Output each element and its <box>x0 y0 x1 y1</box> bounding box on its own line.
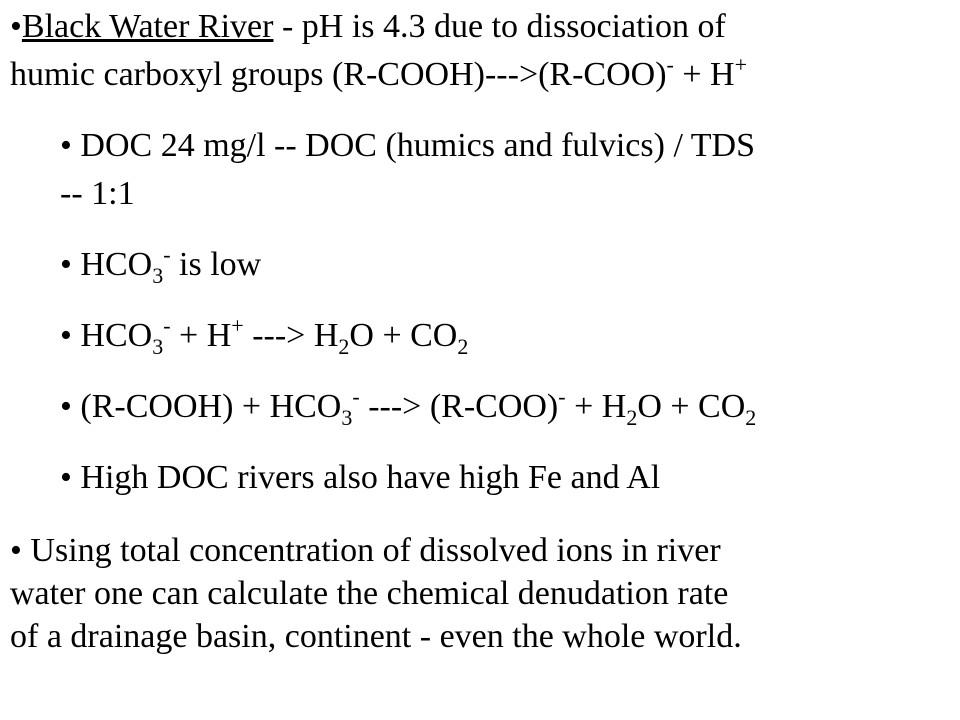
bullet: • <box>60 388 72 425</box>
bullet: • <box>10 8 22 45</box>
proton-superscript: + <box>734 52 748 77</box>
reaction-text: ---> (R-COO) <box>359 388 559 425</box>
subscript: 3 <box>152 334 164 359</box>
is-low-text: is low <box>170 246 262 283</box>
bullet: • <box>60 459 72 496</box>
reaction-text: ---> H <box>243 317 339 354</box>
doc-line-1 <box>60 127 755 165</box>
denudation-text-3: of a drainage basin, continent - even the whole world. <box>10 618 742 655</box>
hco3-text: HCO <box>80 246 153 283</box>
subscript: 3 <box>152 263 164 288</box>
reaction-2-line <box>60 384 757 430</box>
black-water-river-line-1 <box>10 8 726 46</box>
denudation-line-1 <box>10 532 721 570</box>
denudation-text-1: Using total concentration of dissolved ions in river <box>30 532 721 569</box>
doc-line-2 <box>60 175 135 213</box>
doc-text-2: -- 1:1 <box>60 175 135 212</box>
doc-text-1: DOC 24 mg/l -- DOC (humics and fulvics) / TDS <box>80 127 756 164</box>
charge-superscript: - <box>666 52 674 77</box>
denudation-line-3 <box>10 618 742 656</box>
subscript: 2 <box>338 334 350 359</box>
reaction-text: O + CO <box>637 388 746 425</box>
subscript: 3 <box>341 405 353 430</box>
subscript: 2 <box>457 334 469 359</box>
superscript: + <box>231 313 244 338</box>
black-water-river-line-2 <box>10 52 748 94</box>
bullet: • <box>60 317 72 354</box>
subscript: 2 <box>626 405 638 430</box>
reaction-text: HCO <box>80 317 153 354</box>
humic-text: humic carboxyl groups (R-COOH)--->(R-COO) <box>10 56 667 93</box>
ph-text: - pH is 4.3 due to dissociation of <box>273 8 726 45</box>
bullet: • <box>60 127 72 164</box>
reaction-text: + H <box>170 317 232 354</box>
denudation-text-2: water one can calculate the chemical denudation rate <box>10 575 729 612</box>
black-water-river-term: Black Water River <box>21 8 274 45</box>
hco3-low-line <box>60 242 262 288</box>
reaction-text: O + CO <box>349 317 458 354</box>
bullet: • <box>10 532 22 569</box>
bullet: • <box>60 246 72 283</box>
denudation-line-2 <box>10 575 728 613</box>
subscript: 2 <box>745 405 757 430</box>
superscript: - <box>352 384 360 409</box>
plus-h-text: + H <box>673 56 735 93</box>
reaction-text: + H <box>565 388 627 425</box>
high-doc-text: High DOC rivers also have high Fe and Al <box>80 459 661 496</box>
superscript: - <box>163 242 171 267</box>
high-doc-line <box>60 459 660 497</box>
superscript: - <box>163 313 171 338</box>
reaction-text: (R-COOH) + HCO <box>80 388 342 425</box>
superscript: - <box>558 384 566 409</box>
reaction-1-line <box>60 313 469 359</box>
